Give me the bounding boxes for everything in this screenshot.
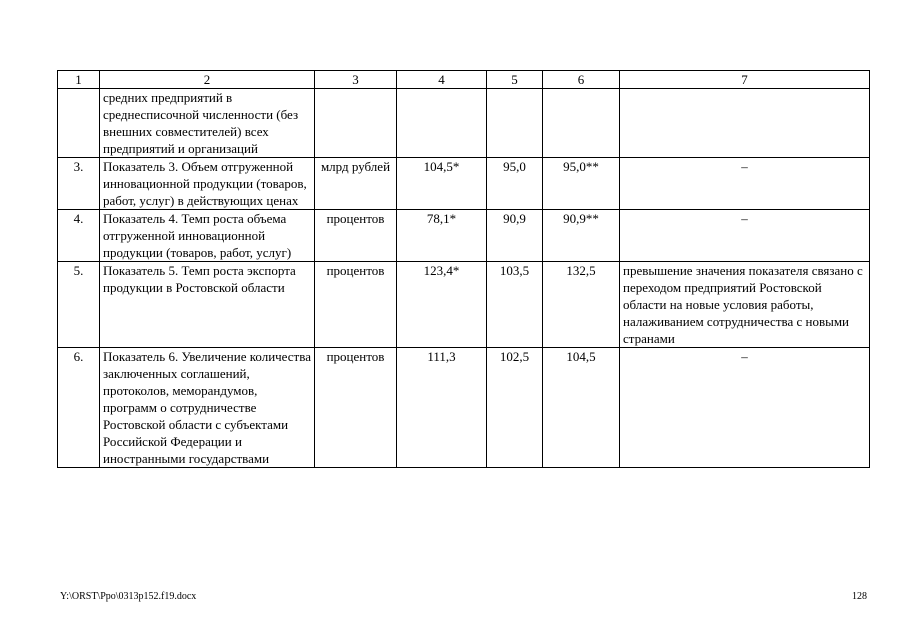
row-number: 4.	[58, 210, 100, 262]
indicator-name: Показатель 6. Увеличение количества заключенных соглашений, протоколов, меморандумов, программ о сотрудничестве Ростовской области с субъектами Российской Федерации и иностранными государствами	[100, 348, 315, 468]
value-col4: 104,5*	[397, 158, 487, 210]
note-cell: –	[620, 348, 870, 468]
indicator-name: средних предприятий в среднесписочной численности (без внешних совместителей) всех предприятий и организаций	[100, 89, 315, 158]
header-cell: 4	[397, 71, 487, 89]
value-col6: 104,5	[543, 348, 620, 468]
row-number: 5.	[58, 262, 100, 348]
indicator-name: Показатель 4. Темп роста объема отгруженной инновационной продукции (товаров, работ, услуг)	[100, 210, 315, 262]
value-col4: 111,3	[397, 348, 487, 468]
unit-cell	[315, 89, 397, 158]
value-col4: 123,4*	[397, 262, 487, 348]
header-cell: 5	[487, 71, 543, 89]
table-row	[58, 89, 870, 158]
row-number	[58, 89, 100, 158]
value-col4: 78,1*	[397, 210, 487, 262]
unit-cell: процентов	[315, 210, 397, 262]
value-col4	[397, 89, 487, 158]
value-col5: 102,5	[487, 348, 543, 468]
note-cell	[620, 89, 870, 158]
header-cell: 6	[543, 71, 620, 89]
table-row	[58, 158, 870, 210]
unit-cell: процентов	[315, 262, 397, 348]
table-row	[58, 210, 870, 262]
value-col5: 103,5	[487, 262, 543, 348]
value-col6: 132,5	[543, 262, 620, 348]
indicators-table	[57, 70, 870, 468]
row-number: 3.	[58, 158, 100, 210]
row-number: 6.	[58, 348, 100, 468]
footer-file-path: Y:\ORST\Ppo\0313p152.f19.docx	[60, 591, 197, 602]
indicator-name: Показатель 5. Темп роста экспорта продукции в Ростовской области	[100, 262, 315, 348]
table-row	[58, 262, 870, 348]
note-cell: превышение значения показателя связано с переходом предприятий Ростовской области на новые условия работы, налаживанием сотрудничества с новыми странами	[620, 262, 870, 348]
header-cell: 7	[620, 71, 870, 89]
unit-cell: млрд рублей	[315, 158, 397, 210]
note-cell: –	[620, 158, 870, 210]
footer-page-number: 128	[852, 591, 867, 602]
table-row	[58, 348, 870, 468]
value-col6: 95,0**	[543, 158, 620, 210]
header-cell: 1	[58, 71, 100, 89]
value-col6: 90,9**	[543, 210, 620, 262]
value-col5: 90,9	[487, 210, 543, 262]
indicator-name: Показатель 3. Объем отгруженной инновационной продукции (товаров, работ, услуг) в действующих ценах	[100, 158, 315, 210]
note-cell: –	[620, 210, 870, 262]
header-cell: 3	[315, 71, 397, 89]
value-col5	[487, 89, 543, 158]
value-col5: 95,0	[487, 158, 543, 210]
header-cell: 2	[100, 71, 315, 89]
unit-cell: процентов	[315, 348, 397, 468]
value-col6	[543, 89, 620, 158]
table-header-row	[58, 71, 870, 89]
